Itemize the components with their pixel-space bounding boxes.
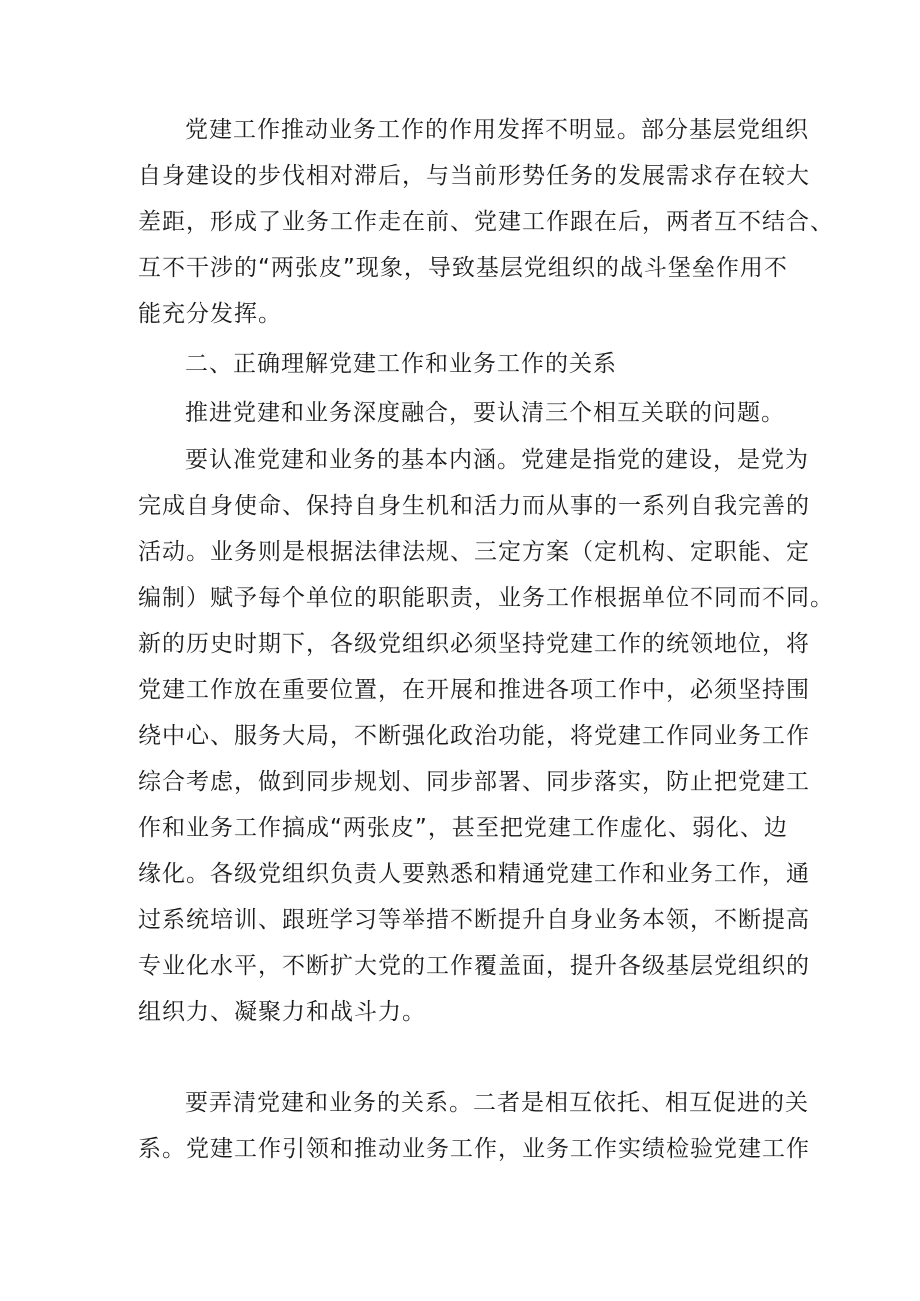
text-line: 自身建设的步伐相对滞后，与当前形势任务的发展需求存在较大 — [138, 163, 810, 189]
text-line: 编制）赋予每个单位的职能职责，业务工作根据单位不同而不同。 — [138, 585, 834, 611]
text-line: 专业化水平，不断扩大党的工作覆盖面，提升各级基层党组织的 — [138, 953, 810, 979]
text-line: 党建工作推动业务工作的作用发挥不明显。部分基层党组织 — [185, 117, 809, 143]
text-line: 活动。业务则是根据法律法规、三定方案（定机构、定职能、定 — [138, 539, 810, 565]
text-line: 系。党建工作引领和推动业务工作，业务工作实绩检验党建工作 — [138, 1136, 810, 1162]
text-line: 作和业务工作搞成“两张皮”，甚至把党建工作虚化、弱化、边 — [138, 815, 788, 841]
text-line: 绕中心、服务大局，不断强化政治功能，将党建工作同业务工作 — [138, 723, 810, 749]
text-line: 要认准党建和业务的基本内涵。党建是指党的建设，是党为 — [185, 447, 809, 473]
text-line: 互不干涉的“两张皮”现象，导致基层党组织的战斗堡垒作用不 — [138, 255, 788, 281]
text-line: 组织力、凝聚力和战斗力。 — [138, 999, 426, 1025]
text-line: 党建工作放在重要位置，在开展和推进各项工作中，必须坚持围 — [138, 677, 810, 703]
text-line: 综合考虑，做到同步规划、同步部署、同步落实，防止把党建工 — [138, 769, 810, 795]
text-line: 新的历史时期下，各级党组织必须坚持党建工作的统领地位，将 — [138, 631, 810, 657]
text-line: 推进党建和业务深度融合，要认清三个相互关联的问题。 — [185, 400, 785, 426]
text-line: 完成自身使命、保持自身生机和活力而从事的一系列自我完善的 — [138, 493, 810, 519]
text-line: 过系统培训、跟班学习等举措不断提升自身业务本领，不断提高 — [138, 907, 810, 933]
text-line: 缘化。各级党组织负责人要熟悉和精通党建工作和业务工作，通 — [138, 861, 810, 887]
text-line: 能充分发挥。 — [138, 301, 282, 327]
text-line: 要弄清党建和业务的关系。二者是相互依托、相互促进的关 — [185, 1090, 809, 1116]
text-line: 差距，形成了业务工作走在前、党建工作跟在后，两者互不结合、 — [138, 209, 834, 235]
section-heading: 二、正确理解党建工作和业务工作的关系 — [185, 351, 617, 377]
